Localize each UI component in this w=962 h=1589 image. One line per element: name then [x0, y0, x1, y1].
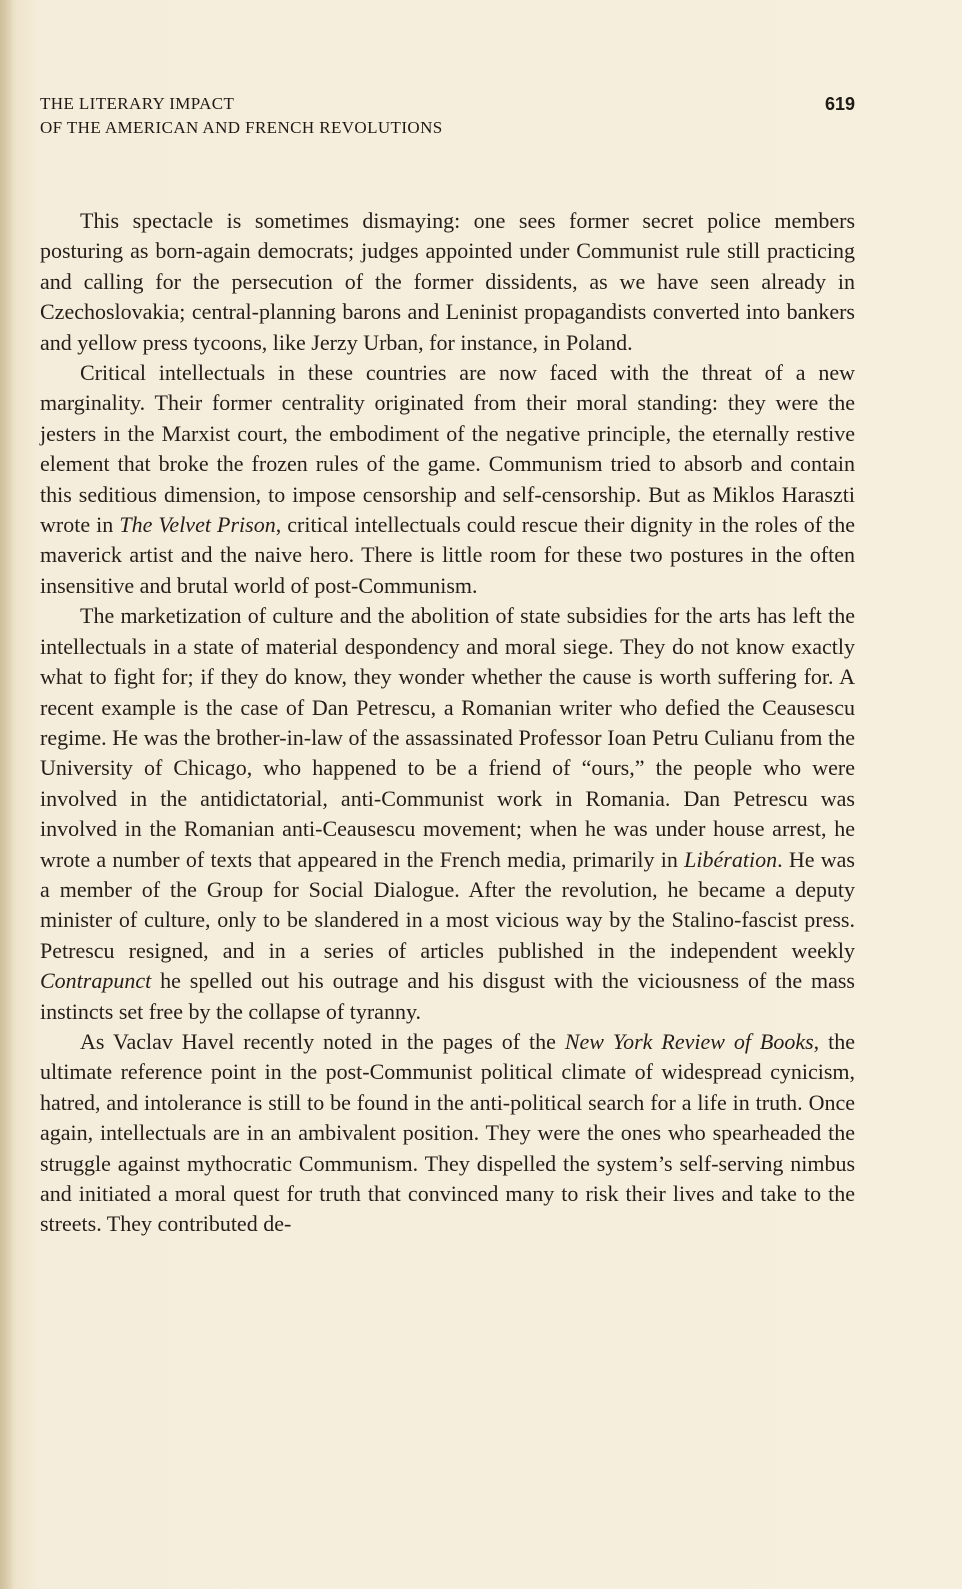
- text-segment: . He was a member of the Group for Social Dialogue. After the revolution, he became a deputy minister of culture, only to be slandered in a most vicious way by the Stalino-fascist press. Petrescu resigned, and in a series of articles published in the independent weekly: [40, 846, 855, 963]
- paragraph: [40, 206, 855, 358]
- running-head: [40, 92, 855, 140]
- running-head-line-2: OF THE AMERICAN AND FRENCH REVOLUTIONS: [40, 118, 443, 137]
- paragraph: [40, 1027, 855, 1240]
- italic-title: The Velvet Prison: [119, 512, 276, 538]
- text-segment: The marketization of culture and the abolition of state subsidies for the arts has left the intellectuals in a state of material despondency and moral siege. They do not know exactly what to fight for; if they do know, they wonder whether the cause is worth suffering for. A recent example is the case of Dan Petrescu, a Romanian writer who defied the Ceausescu regime. He was the brother-in-law of the assassinated Professor Ioan Petru Culianu from the University of Chicago, who happened to be a friend of “ours,” the people who were involved in the antidictatorial, anti-Communist work in Romania. Dan Petrescu was involved in the Romanian anti-Ceausescu movement; when he was under house arrest, he wrote a number of texts that appeared in the French media, primarily in: [40, 603, 855, 872]
- text-segment: Critical intellectuals in these countries are now faced with the threat of a new marginality. Their former centrality originated from their moral standing: they were the jesters in the Marxist court, the embodiment of the negative principle, the eternally restive element that broke the frozen rules of the game. Communism tried to absorb and contain this seditious dimension, to impose censorship and self-censorship. But as Miklos Haraszti wrote in: [40, 360, 855, 538]
- running-head-line-1: THE LITERARY IMPACT: [40, 94, 235, 113]
- text-segment: he spelled out his outrage and his disgust with the viciousness of the mass instincts set free by the collapse of tyranny.: [40, 968, 855, 1024]
- text-segment: This spectacle is sometimes dismaying: one sees former secret police members posturing as born-again democrats; judges appointed under Communist rule still practicing and calling for the persecution of the former dissidents, as we have seen already in Czechoslovakia; central-planning barons and Leninist propagandists converted into bankers and yellow press tycoons, like Jerzy Urban, for instance, in Poland.: [40, 208, 855, 355]
- italic-title: Libération: [684, 846, 778, 872]
- paragraph: [40, 358, 855, 601]
- text-segment: , the ultimate reference point in the post-Communist political climate of widespread cynicism, hatred, and intolerance is still to be found in the anti-political search for a life in truth. Once again, intellectuals are in an ambivalent position. They were the ones who spearheaded the struggle against mythocratic Communism. They dispelled the system’s self-serving nimbus and initiated a moral quest for truth that convinced many to risk their lives and take to the streets. They contributed de-: [40, 1028, 855, 1237]
- body-text: [40, 206, 855, 1240]
- italic-title: New York Review of Books: [564, 1028, 814, 1054]
- paragraph: [40, 601, 855, 1027]
- page-number: 619: [824, 94, 855, 114]
- text-segment: , critical intellectuals could rescue their dignity in the roles of the maverick artist and the naive hero. There is little room for these two postures in the often insensitive and brutal world of post-Communism.: [40, 512, 856, 598]
- spine-shadow: [0, 0, 14, 1589]
- text-segment: As Vaclav Havel recently noted in the pages of the: [80, 1028, 565, 1054]
- italic-title: Contrapunct: [40, 968, 152, 994]
